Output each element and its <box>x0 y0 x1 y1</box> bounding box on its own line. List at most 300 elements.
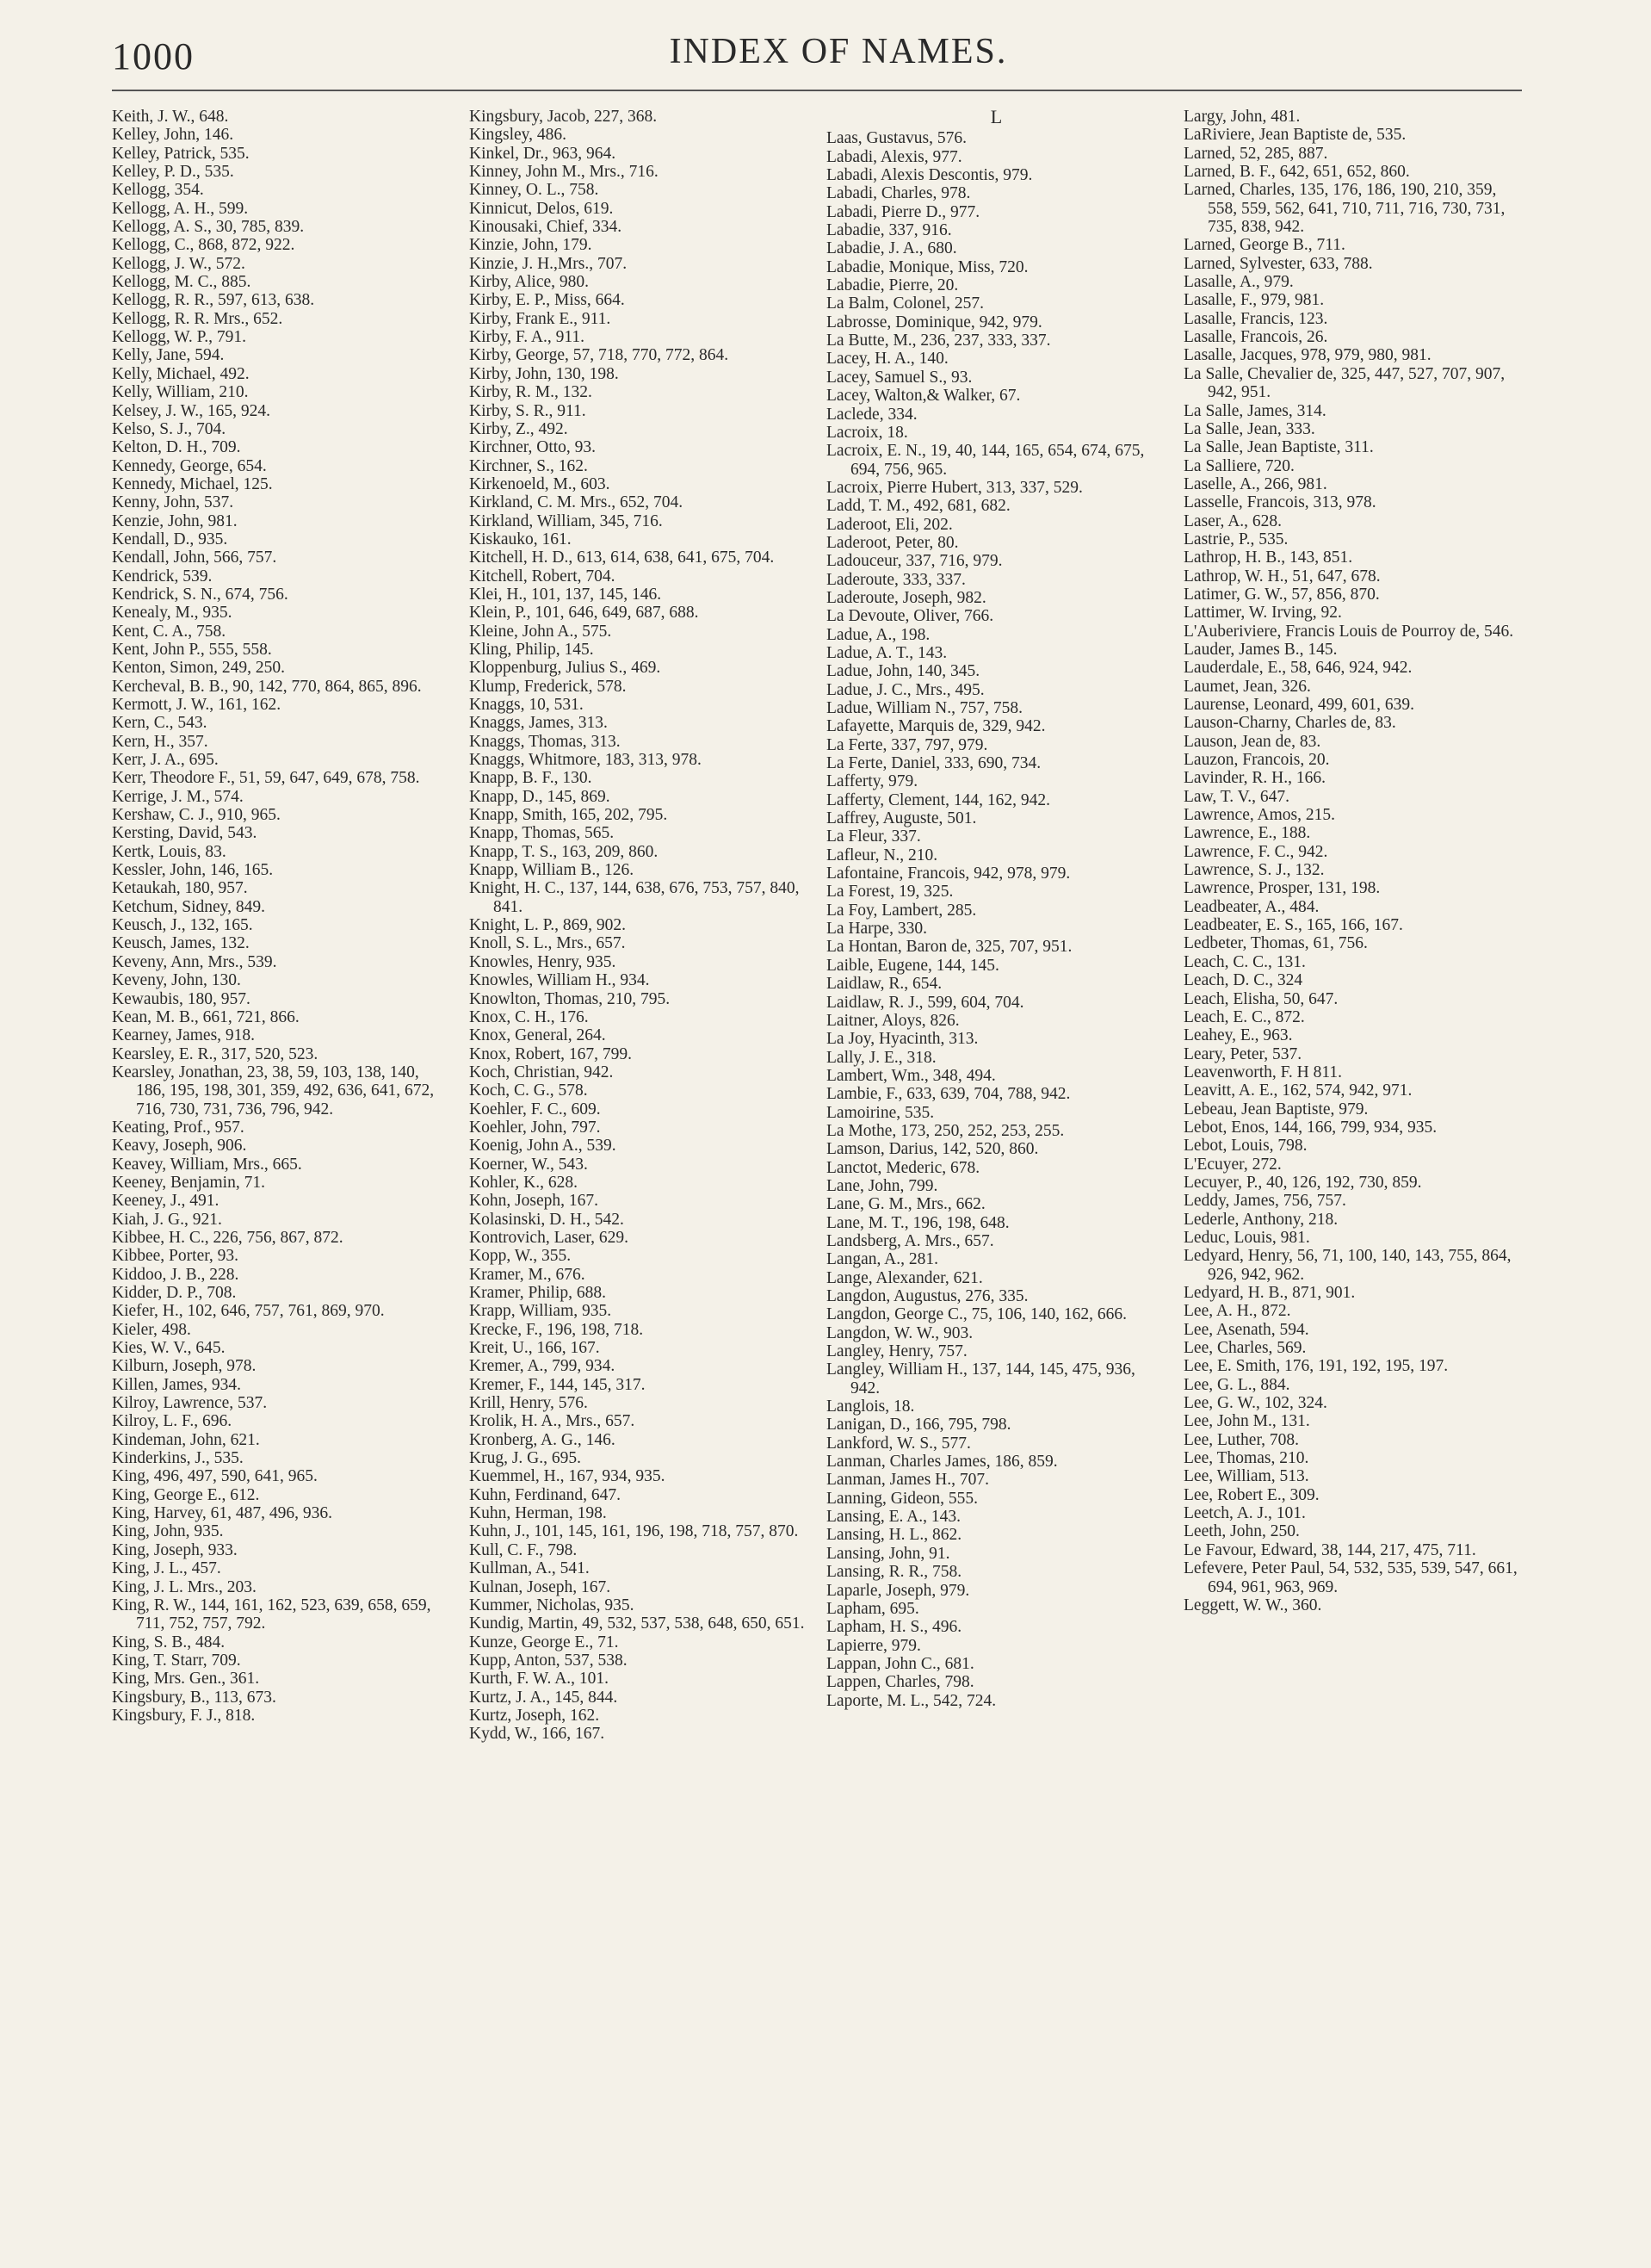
index-entry: Kessler, John, 146, 165. <box>112 861 274 880</box>
index-entry: Lee, John M., 131. <box>1184 1412 1310 1431</box>
index-entry: Langlois, 18. <box>826 1397 915 1416</box>
index-entry: Leavitt, A. E., 162, 574, 942, 971. <box>1184 1081 1413 1100</box>
index-entry: Koerner, W., 543. <box>469 1155 588 1174</box>
index-entry: Labadie, Monique, Miss, 720. <box>826 257 1029 276</box>
index-entry: Lauson, Jean de, 83. <box>1184 732 1321 751</box>
index-entry: Leach, C. C., 131. <box>1184 952 1306 971</box>
index-entry: King, J. L., 457. <box>112 1559 221 1578</box>
index-column-3 <box>826 108 1166 1744</box>
index-entry: Klein, P., 101, 646, 649, 687, 688. <box>469 604 699 623</box>
index-entry: Koch, C. G., 578. <box>469 1081 588 1100</box>
index-entry: Kern, H., 357. <box>112 732 208 751</box>
index-entry: Keeney, J., 491. <box>112 1192 220 1211</box>
index-entry: King, 496, 497, 590, 641, 965. <box>112 1467 318 1486</box>
index-entry: Kirkland, William, 345, 716. <box>469 511 663 530</box>
index-entry: Lafleur, N., 210. <box>826 846 938 864</box>
index-entry: Kean, M. B., 661, 721, 866. <box>112 1007 300 1026</box>
index-entry: Langan, A., 281. <box>826 1250 938 1269</box>
index-entry: Kellogg, R. R., 597, 613, 638. <box>112 291 315 310</box>
index-entry: Kurtz, J. A., 145, 844. <box>469 1688 618 1707</box>
index-entry: Leahey, E., 963. <box>1184 1026 1293 1045</box>
index-entry: Knaggs, Whitmore, 183, 313, 978. <box>469 751 702 770</box>
index-entry: Knowles, Henry, 935. <box>469 952 616 971</box>
index-entry: Laitner, Aloys, 826. <box>826 1011 960 1030</box>
index-entry: Laderoute, 333, 337. <box>826 570 966 589</box>
index-entry: Kinousaki, Chief, 334. <box>469 218 622 237</box>
index-entry: Knight, H. C., 137, 144, 638, 676, 753, 757, 840, 841. <box>469 879 800 916</box>
index-entry: Lebeau, Jean Baptiste, 979. <box>1184 1100 1369 1119</box>
index-entry: Kendall, John, 566, 757. <box>112 548 277 567</box>
index-entry: Kramer, M., 676. <box>469 1265 585 1284</box>
index-entry: Kellogg, C., 868, 872, 922. <box>112 236 295 255</box>
index-entry: Kearsley, Jonathan, 23, 38, 59, 103, 138, 140, 186, 195, 198, 301, 359, 492, 636, 641, 672, 716, 730, 731, 736, 796, 942. <box>112 1063 435 1119</box>
index-entry: Leach, Elisha, 50, 647. <box>1184 989 1339 1008</box>
index-entry: Kidder, D. P., 708. <box>112 1284 237 1302</box>
index-entry: Kopp, W., 355. <box>469 1247 572 1266</box>
index-entry: Lacroix, E. N., 19, 40, 144, 165, 654, 674, 675, 694, 756, 965. <box>826 442 1145 479</box>
index-entry: Killen, James, 934. <box>112 1375 242 1394</box>
index-entry: Leadbeater, A., 484. <box>1184 897 1320 916</box>
index-entry: Lappen, Charles, 798. <box>826 1673 974 1692</box>
index-entry: Klump, Frederick, 578. <box>469 677 627 696</box>
index-entry: Kerr, Theodore F., 51, 59, 647, 649, 678, 758. <box>112 769 420 788</box>
index-entry: Lawrence, Amos, 215. <box>1184 806 1335 825</box>
index-entry: King, J. L. Mrs., 203. <box>112 1577 257 1596</box>
index-entry: Koch, Christian, 942. <box>469 1063 614 1081</box>
index-entry: Lane, M. T., 196, 198, 648. <box>826 1213 1010 1232</box>
index-entry: Keith, J. W., 648. <box>112 108 229 126</box>
index-entry: Laible, Eugene, 144, 145. <box>826 956 999 975</box>
index-entry: Labadi, Alexis, 977. <box>826 147 962 166</box>
index-entry: Knapp, T. S., 163, 209, 860. <box>469 842 659 861</box>
index-entry: Lasalle, F., 979, 981. <box>1184 291 1325 310</box>
index-entry: Lasselle, Francois, 313, 978. <box>1184 493 1376 512</box>
index-entry: Kibbee, H. C., 226, 756, 867, 872. <box>112 1228 343 1247</box>
index-entry: Kummer, Nicholas, 935. <box>469 1596 634 1614</box>
index-entry: Lanman, James H., 707. <box>826 1471 990 1490</box>
index-entry: Kellogg, R. R. Mrs., 652. <box>112 309 283 328</box>
index-entry: King, Joseph, 933. <box>112 1540 238 1559</box>
index-entry: Lapham, H. S., 496. <box>826 1618 962 1637</box>
index-entry: Kirby, Frank E., 911. <box>469 309 611 328</box>
index-entry: Kitchell, H. D., 613, 614, 638, 641, 675, 704. <box>469 548 775 567</box>
index-entry: Kenton, Simon, 249, 250. <box>112 659 285 678</box>
index-entry: La Salle, James, 314. <box>1184 401 1326 420</box>
index-entry: Kellogg, A. H., 599. <box>112 199 249 218</box>
index-entry: Kennedy, George, 654. <box>112 456 267 475</box>
index-entry: Kirby, F. A., 911. <box>469 328 585 347</box>
index-entry: Keusch, J., 132, 165. <box>112 916 253 935</box>
index-column-2 <box>469 108 809 1744</box>
index-entry: Krecke, F., 196, 198, 718. <box>469 1320 644 1339</box>
index-entry: Lansing, John, 91. <box>826 1544 950 1563</box>
index-entry: La Mothe, 173, 250, 252, 253, 255. <box>826 1121 1065 1140</box>
index-entry: Lamoirine, 535. <box>826 1103 935 1122</box>
index-entry: King, Harvey, 61, 487, 496, 936. <box>112 1504 332 1523</box>
index-entry: Laumet, Jean, 326. <box>1184 677 1311 696</box>
index-entry: Kelso, S. J., 704. <box>112 419 226 438</box>
index-entry: Lacey, Walton,& Walker, 67. <box>826 387 1021 406</box>
index-entry: Koehler, John, 797. <box>469 1118 601 1137</box>
index-entry: Kuhn, Herman, 198. <box>469 1504 607 1523</box>
index-entry: Lanctot, Mederic, 678. <box>826 1158 980 1177</box>
index-entry: Ledyard, H. B., 871, 901. <box>1184 1284 1356 1302</box>
index-entry: Kinkel, Dr., 963, 964. <box>469 144 616 163</box>
index-entry: Lefevere, Peter Paul, 54, 532, 535, 539, 547, 661, 694, 961, 963, 969. <box>1184 1559 1518 1596</box>
index-entry: Labadie, J. A., 680. <box>826 239 957 258</box>
index-entry: Knaggs, Thomas, 313. <box>469 732 621 751</box>
index-entry: Kellogg, W. P., 791. <box>112 328 247 347</box>
index-entry: Kelly, Jane, 594. <box>112 346 225 365</box>
index-entry: Lathrop, W. H., 51, 647, 678. <box>1184 567 1381 586</box>
index-entry: Le Favour, Edward, 38, 144, 217, 475, 711. <box>1184 1540 1476 1559</box>
index-entry: Larned, 52, 285, 887. <box>1184 144 1328 163</box>
index-entry: Kinzie, J. H.,Mrs., 707. <box>469 254 628 273</box>
index-entry: King, Mrs. Gen., 361. <box>112 1670 260 1689</box>
index-entry: Lawrence, S. J., 132. <box>1184 861 1325 880</box>
index-entry: Kersting, David, 543. <box>112 824 257 843</box>
index-entry: Larned, George B., 711. <box>1184 236 1345 255</box>
index-entry: Kohn, Joseph, 167. <box>469 1192 599 1211</box>
index-entry: Langdon, W. W., 903. <box>826 1323 974 1342</box>
index-entry: L'Auberiviere, Francis Louis de Pourroy de, 546. <box>1184 622 1514 641</box>
index-entry: La Joy, Hyacinth, 313. <box>826 1030 979 1049</box>
index-entry: Laporte, M. L., 542, 724. <box>826 1691 997 1710</box>
index-entry: Knowles, William H., 934. <box>469 971 650 990</box>
index-entry: Laffrey, Auguste, 501. <box>826 809 977 828</box>
index-entry: Kronberg, A. G., 146. <box>469 1430 615 1449</box>
index-entry: Lee, G. W., 102, 324. <box>1184 1394 1327 1413</box>
index-column-4 <box>1184 108 1524 1744</box>
index-entry: Lafferty, 979. <box>826 772 918 791</box>
index-entry: Kelly, William, 210. <box>112 383 249 402</box>
index-entry: Kenealy, M., 935. <box>112 604 232 623</box>
index-entry: Kellogg, A. S., 30, 785, 839. <box>112 218 305 237</box>
index-entry: Laclede, 334. <box>826 405 918 424</box>
index-columns <box>112 108 1524 1744</box>
index-entry: Langley, Henry, 757. <box>826 1342 968 1361</box>
index-entry: Larned, Charles, 135, 176, 186, 190, 210, 359, 558, 559, 562, 641, 710, 711, 716, 730, 731, 735, 838, 942. <box>1184 181 1506 237</box>
index-entry: Knapp, William B., 126. <box>469 861 634 880</box>
index-entry: Kuemmel, H., 167, 934, 935. <box>469 1467 665 1486</box>
index-entry: L'Ecuyer, 272. <box>1184 1155 1282 1174</box>
index-entry: Ketaukah, 180, 957. <box>112 879 248 898</box>
index-entry: Knapp, B. F., 130. <box>469 769 592 788</box>
index-entry: La Foy, Lambert, 285. <box>826 901 977 920</box>
index-entry: Kendrick, S. N., 674, 756. <box>112 585 288 604</box>
index-entry: Knoll, S. L., Mrs., 657. <box>469 934 626 953</box>
index-entry: Kendrick, 539. <box>112 567 213 586</box>
index-entry: Krapp, William, 935. <box>469 1302 612 1321</box>
index-entry: La Salliere, 720. <box>1184 456 1295 475</box>
index-entry: Kelley, P. D., 535. <box>112 163 234 182</box>
index-entry: Kullman, A., 541. <box>469 1559 590 1578</box>
index-entry: Kern, C., 543. <box>112 714 207 733</box>
index-entry: La Salle, Jean Baptiste, 311. <box>1184 438 1374 457</box>
index-entry: Lauder, James B., 145. <box>1184 640 1338 659</box>
index-entry: Keavy, Joseph, 906. <box>112 1137 247 1156</box>
index-entry: La Ferte, 337, 797, 979. <box>826 735 988 754</box>
index-entry: Keveny, John, 130. <box>112 971 241 990</box>
index-entry: Knox, Robert, 167, 799. <box>469 1044 633 1063</box>
index-entry: Knight, L. P., 869, 902. <box>469 916 627 935</box>
index-entry: Lanning, Gideon, 555. <box>826 1489 979 1508</box>
index-entry: Lawrence, Prosper, 131, 198. <box>1184 879 1381 898</box>
index-entry: Laparle, Joseph, 979. <box>826 1581 970 1600</box>
index-entry: Kieler, 498. <box>112 1320 191 1339</box>
index-entry: Kellogg, M. C., 885. <box>112 273 251 292</box>
index-entry: Lee, Robert E., 309. <box>1184 1485 1320 1504</box>
index-entry: Kelley, Patrick, 535. <box>112 144 250 163</box>
index-entry: Kitchell, Robert, 704. <box>469 567 615 586</box>
index-entry: Laderoot, Eli, 202. <box>826 515 953 534</box>
index-entry: Kingsbury, Jacob, 227, 368. <box>469 108 658 126</box>
index-entry: Lawrence, E., 188. <box>1184 824 1311 843</box>
index-entry: Labadi, Alexis Descontis, 979. <box>826 166 1033 185</box>
index-entry: Kibbee, Porter, 93. <box>112 1247 239 1266</box>
index-entry: La Salle, Chevalier de, 325, 447, 527, 707, 907, 942, 951. <box>1184 364 1506 402</box>
index-entry: Kenzie, John, 981. <box>112 511 238 530</box>
index-entry: Lee, William, 513. <box>1184 1467 1309 1486</box>
index-entry: Lee, Luther, 708. <box>1184 1430 1300 1449</box>
index-entry: Lane, John, 799. <box>826 1176 938 1195</box>
index-entry: Kindeman, John, 621. <box>112 1430 260 1449</box>
index-entry: Kirchner, Otto, 93. <box>469 438 597 457</box>
index-entry: Lauzon, Francois, 20. <box>1184 751 1330 770</box>
index-entry: Kingsley, 486. <box>469 126 567 145</box>
index-entry: Kreit, U., 166, 167. <box>469 1339 600 1358</box>
index-entry: Kennedy, Michael, 125. <box>112 474 273 493</box>
index-entry: Lambie, F., 633, 639, 704, 788, 942. <box>826 1085 1071 1104</box>
index-entry: Leduc, Louis, 981. <box>1184 1228 1310 1247</box>
index-entry: Kinderkins, J., 535. <box>112 1449 244 1468</box>
index-entry: Labadi, Charles, 978. <box>826 184 971 203</box>
index-entry: Laderoot, Peter, 80. <box>826 533 959 552</box>
index-entry: Kulnan, Joseph, 167. <box>469 1577 611 1596</box>
index-entry: Knaggs, 10, 531. <box>469 696 584 714</box>
index-entry: Lasalle, Jacques, 978, 979, 980, 981. <box>1184 346 1431 365</box>
index-entry: Lauson-Charny, Charles de, 83. <box>1184 714 1396 733</box>
index-entry: Leary, Peter, 537. <box>1184 1044 1302 1063</box>
index-entry: Kirby, Z., 492. <box>469 419 568 438</box>
index-entry: Kerrige, J. M., 574. <box>112 787 244 806</box>
index-entry: Largy, John, 481. <box>1184 108 1301 126</box>
index-entry: Lathrop, H. B., 143, 851. <box>1184 548 1353 567</box>
index-entry: Koehler, F. C., 609. <box>469 1100 601 1119</box>
index-entry: Keating, Prof., 957. <box>112 1118 244 1137</box>
page-number: 1000 <box>112 35 195 77</box>
index-entry: La Forest, 19, 325. <box>826 883 954 902</box>
index-entry: Krug, J. G., 695. <box>469 1449 581 1468</box>
index-entry: Landsberg, A. Mrs., 657. <box>826 1231 994 1250</box>
index-entry: Keveny, Ann, Mrs., 539. <box>112 952 277 971</box>
index-entry: Keavey, William, Mrs., 665. <box>112 1155 302 1174</box>
index-entry: Kellogg, 354. <box>112 181 204 200</box>
index-entry: Lacroix, Pierre Hubert, 313, 337, 529. <box>826 478 1083 497</box>
index-entry: Kramer, Philip, 688. <box>469 1284 606 1302</box>
index-entry: Kirby, George, 57, 718, 770, 772, 864. <box>469 346 729 365</box>
index-entry: Kelley, John, 146. <box>112 126 234 145</box>
index-entry: Lee, Charles, 569. <box>1184 1339 1307 1358</box>
index-entry: Kurtz, Joseph, 162. <box>469 1706 600 1725</box>
index-entry: Lapierre, 979. <box>826 1636 921 1655</box>
index-entry: Kloppenburg, Julius S., 469. <box>469 659 661 678</box>
index-entry: Knapp, D., 145, 869. <box>469 787 610 806</box>
index-entry: Laurense, Leonard, 499, 601, 639. <box>1184 696 1415 714</box>
index-entry: Kearsley, E. R., 317, 520, 523. <box>112 1044 318 1063</box>
index-entry: Kontrovich, Laser, 629. <box>469 1228 628 1247</box>
index-entry: Lebot, Enos, 144, 166, 799, 934, 935. <box>1184 1118 1438 1137</box>
index-entry: Knapp, Thomas, 565. <box>469 824 615 843</box>
index-entry: Langdon, Augustus, 276, 335. <box>826 1287 1029 1305</box>
index-entry: Lamson, Darius, 142, 520, 860. <box>826 1140 1039 1159</box>
index-entry: Kleine, John A., 575. <box>469 622 612 641</box>
index-entry: Kingsbury, B., 113, 673. <box>112 1688 276 1707</box>
index-entry: Lambert, Wm., 348, 494. <box>826 1066 996 1085</box>
index-entry: Leggett, W. W., 360. <box>1184 1596 1322 1614</box>
index-entry: Kiefer, H., 102, 646, 757, 761, 869, 970. <box>112 1302 385 1321</box>
index-entry: Lasalle, A., 979. <box>1184 273 1294 292</box>
index-entry: Lederle, Anthony, 218. <box>1184 1210 1339 1229</box>
index-entry: Ladue, A. T., 143. <box>826 643 948 662</box>
index-entry: Lansing, R. R., 758. <box>826 1563 962 1582</box>
index-entry: Lafayette, Marquis de, 329, 942. <box>826 717 1046 736</box>
index-entry: Lacroix, 18. <box>826 423 908 442</box>
index-entry: Keeney, Benjamin, 71. <box>112 1173 265 1192</box>
index-entry: Kellogg, J. W., 572. <box>112 254 245 273</box>
index-entry: Klei, H., 101, 137, 145, 146. <box>469 585 662 604</box>
index-entry: Kupp, Anton, 537, 538. <box>469 1651 628 1670</box>
index-entry: Lafontaine, Francois, 942, 978, 979. <box>826 864 1071 883</box>
index-entry: Krolik, H. A., Mrs., 657. <box>469 1412 635 1431</box>
index-entry: Kull, C. F., 798. <box>469 1540 578 1559</box>
index-entry: Kies, W. V., 645. <box>112 1339 226 1358</box>
index-entry: Kinnicut, Delos, 619. <box>469 199 614 218</box>
index-entry: Ledyard, Henry, 56, 71, 100, 140, 143, 755, 864, 926, 942, 962. <box>1184 1247 1512 1284</box>
index-entry: Kermott, J. W., 161, 162. <box>112 696 281 714</box>
index-entry: Kydd, W., 166, 167. <box>469 1725 605 1744</box>
index-entry: Kurth, F. W. A., 101. <box>469 1670 609 1689</box>
index-entry: Ladouceur, 337, 716, 979. <box>826 552 1003 571</box>
index-entry: Kelsey, J. W., 165, 924. <box>112 401 270 420</box>
index-entry: Lee, E. Smith, 176, 191, 192, 195, 197. <box>1184 1357 1449 1376</box>
index-entry: Lee, Thomas, 210. <box>1184 1449 1309 1468</box>
index-entry: Langley, William H., 137, 144, 145, 475, 936, 942. <box>826 1360 1135 1397</box>
index-entry: Kirby, Alice, 980. <box>469 273 590 292</box>
index-entry: Lasalle, Francis, 123. <box>1184 309 1328 328</box>
index-entry: King, R. W., 144, 161, 162, 523, 639, 658, 659, 711, 752, 757, 792. <box>112 1596 431 1633</box>
index-entry: Langdon, George C., 75, 106, 140, 162, 666. <box>826 1305 1127 1324</box>
index-entry: Laselle, A., 266, 981. <box>1184 474 1327 493</box>
index-entry: Larned, B. F., 642, 651, 652, 860. <box>1184 163 1410 182</box>
index-entry: Labadie, Pierre, 20. <box>826 276 959 295</box>
index-entry: King, John, 935. <box>112 1522 224 1541</box>
index-entry: Lankford, W. S., 577. <box>826 1434 971 1453</box>
index-entry: Ketchum, Sidney, 849. <box>112 897 266 916</box>
index-entry: Labrosse, Dominique, 942, 979. <box>826 313 1042 332</box>
index-entry: Kohler, K., 628. <box>469 1173 578 1192</box>
index-entry: La Devoute, Oliver, 766. <box>826 607 994 626</box>
index-entry: La Fleur, 337. <box>826 827 921 846</box>
index-entry: Kertk, Louis, 83. <box>112 842 226 861</box>
index-entry: Leadbeater, E. S., 165, 166, 167. <box>1184 916 1403 935</box>
index-entry: Knox, General, 264. <box>469 1026 606 1045</box>
index-entry: Lauderdale, E., 58, 646, 924, 942. <box>1184 659 1413 678</box>
index-entry: Lavinder, R. H., 166. <box>1184 769 1326 788</box>
index-entry: Leetch, A. J., 101. <box>1184 1504 1306 1523</box>
index-entry: Kelly, Michael, 492. <box>112 364 250 383</box>
index-entry: Kuhn, J., 101, 145, 161, 196, 198, 718, 757, 870. <box>469 1522 799 1541</box>
index-entry: Kinney, John M., Mrs., 716. <box>469 163 659 182</box>
index-entry: King, T. Starr, 709. <box>112 1651 241 1670</box>
index-entry: Lacey, H. A., 140. <box>826 350 949 369</box>
index-entry: Kiskauko, 161. <box>469 530 572 548</box>
index-entry: Laidlaw, R. J., 599, 604, 704. <box>826 993 1024 1012</box>
index-entry: Ladd, T. M., 492, 681, 682. <box>826 497 1011 516</box>
index-entry: Lee, G. L., 884. <box>1184 1375 1290 1394</box>
header-rule <box>112 90 1522 91</box>
index-entry: Leavenworth, F. H 811. <box>1184 1063 1343 1081</box>
index-entry: Kling, Philip, 145. <box>469 640 594 659</box>
index-entry: Laidlaw, R., 654. <box>826 975 943 994</box>
index-entry: Keusch, James, 132. <box>112 934 250 953</box>
index-entry: Labadie, 337, 916. <box>826 221 952 240</box>
index-entry: Lebot, Louis, 798. <box>1184 1137 1308 1156</box>
index-entry: Knaggs, James, 313. <box>469 714 608 733</box>
index-entry: Knox, C. H., 176. <box>469 1007 589 1026</box>
index-entry: LaRiviere, Jean Baptiste de, 535. <box>1184 126 1407 145</box>
index-entry: La Butte, M., 236, 237, 333, 337. <box>826 332 1051 350</box>
index-entry: Kirkland, C. M. Mrs., 652, 704. <box>469 493 683 512</box>
index-entry: Leeth, John, 250. <box>1184 1522 1300 1541</box>
index-entry: Law, T. V., 647. <box>1184 787 1289 806</box>
index-entry: Kearney, James, 918. <box>112 1026 256 1045</box>
index-entry: King, S. B., 484. <box>112 1633 226 1651</box>
index-entry: Kinzie, John, 179. <box>469 236 592 255</box>
index-entry: Kenny, John, 537. <box>112 493 234 512</box>
index-entry: Lappan, John C., 681. <box>826 1654 974 1673</box>
index-entry: Lansing, E. A., 143. <box>826 1508 961 1527</box>
index-entry: Kirchner, S., 162. <box>469 456 588 475</box>
index-entry: La Salle, Jean, 333. <box>1184 419 1315 438</box>
index-entry: Kundig, Martin, 49, 532, 537, 538, 648, 650, 651. <box>469 1614 805 1633</box>
index-entry: Larned, Sylvester, 633, 788. <box>1184 254 1373 273</box>
index-entry: Lattimer, W. Irving, 92. <box>1184 604 1342 623</box>
index-entry: Kirby, R. M., 132. <box>469 383 592 402</box>
index-entry: Kewaubis, 180, 957. <box>112 989 250 1008</box>
index-entry: Kuhn, Ferdinand, 647. <box>469 1485 621 1504</box>
index-entry: Kirkenoeld, M., 603. <box>469 474 610 493</box>
index-entry: Kilroy, Lawrence, 537. <box>112 1394 268 1413</box>
index-entry: La Balm, Colonel, 257. <box>826 294 985 313</box>
index-entry: Krill, Henry, 576. <box>469 1394 588 1413</box>
index-entry: Lastrie, P., 535. <box>1184 530 1289 548</box>
index-entry: Lasalle, Francois, 26. <box>1184 328 1328 347</box>
index-entry: Kirby, John, 130, 198. <box>469 364 619 383</box>
index-entry: Kilburn, Joseph, 978. <box>112 1357 257 1376</box>
index-entry: Ladue, William N., 757, 758. <box>826 699 1023 717</box>
index-entry: Laas, Gustavus, 576. <box>826 129 968 148</box>
index-entry: Leddy, James, 756, 757. <box>1184 1192 1346 1211</box>
index-entry: Kiah, J. G., 921. <box>112 1210 222 1229</box>
index-entry: Koenig, John A., 539. <box>469 1137 616 1156</box>
index-entry: Lanman, Charles James, 186, 859. <box>826 1453 1058 1472</box>
index-entry: Kremer, F., 144, 145, 317. <box>469 1375 646 1394</box>
index-entry: Leach, E. C., 872. <box>1184 1007 1305 1026</box>
index-entry: Lee, Asenath, 594. <box>1184 1320 1309 1339</box>
index-column-1 <box>112 108 452 1744</box>
index-entry: Lally, J. E., 318. <box>826 1048 937 1067</box>
